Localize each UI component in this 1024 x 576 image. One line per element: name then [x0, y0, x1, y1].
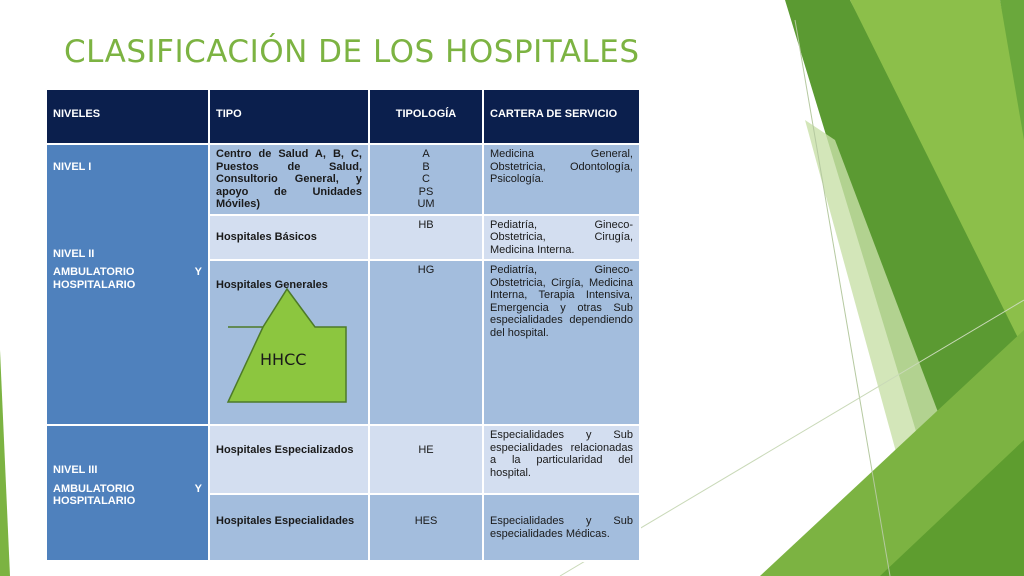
tipologia-value: A: [422, 148, 430, 160]
tipologia-cell: HB: [369, 215, 483, 261]
tipo-cell: Centro de Salud A, B, C, Puestos de Salud, Consultorio General, y apoyo de Unidades Móviles): [209, 144, 369, 215]
table-row: [46, 144, 640, 215]
hhcc-callout-arrow: [225, 287, 349, 405]
cartera-cell: [483, 494, 640, 561]
tipologia-cell: [369, 144, 483, 215]
tipo-text: Hospitales Generales: [216, 279, 328, 291]
tipologia-value: HES: [414, 515, 438, 527]
tipologia-value: UM: [417, 198, 435, 210]
nivel-iii-label: NIVEL III: [53, 464, 98, 476]
table-row: [46, 425, 640, 494]
nivel-i-label: NIVEL I: [53, 161, 92, 173]
nivel-ii-sub-label: AMBULATORIO Y HOSPITALARIO: [53, 266, 202, 291]
slide-title: CLASIFICACIÓN DE LOS HOSPITALES: [64, 34, 640, 70]
tipo-cell: [209, 425, 369, 494]
cartera-cell: Pediatría, Gineco-Obstetricia, Cirugía, Medicina Interna.: [483, 215, 640, 261]
tipo-text: Hospitales Especializados: [216, 444, 354, 456]
nivel-iii-cell: [46, 425, 209, 561]
header-tipologia: TIPOLOGÍA: [369, 89, 483, 144]
cartera-cell: Pediatría, Gineco-Obstetricia, Cirgía, Medicina Interna, Terapia Intensiva, Emergencia y otras Sub especialidades dependiendo del hospital.: [483, 260, 640, 425]
nivel-i-ii-cell: [46, 144, 209, 425]
hhcc-label: HHCC: [260, 350, 307, 369]
table-header-row: [46, 89, 640, 144]
nivel-iii-sub-label: AMBULATORIO Y HOSPITALARIO: [53, 482, 202, 507]
tipologia-value: B: [422, 160, 430, 173]
tipo-text: Hospitales Especialidades: [216, 515, 355, 527]
nivel-ii-label: NIVEL II: [53, 247, 95, 260]
cartera-text: Especialidades y Sub especialidades Médicas.: [490, 515, 633, 540]
tipo-cell: [209, 494, 369, 561]
cartera-cell: Especialidades y Sub especialidades relacionadas a la particularidad del hospital.: [483, 425, 640, 494]
tipologia-cell: [369, 425, 483, 494]
deco-shape: [0, 350, 10, 576]
tipologia-cell: HG: [369, 260, 483, 425]
tipo-text: Hospitales Básicos: [216, 231, 317, 243]
header-niveles: NIVELES: [46, 89, 209, 144]
header-cartera: CARTERA DE SERVICIO: [483, 89, 640, 144]
tipo-cell: [209, 215, 369, 261]
tipologia-value: C: [422, 173, 430, 185]
cartera-cell: Medicina General, Obstetricia, Odontología, Psicología.: [483, 144, 640, 215]
tipologia-value: PS: [418, 185, 434, 198]
header-tipo: TIPO: [209, 89, 369, 144]
tipologia-value: HE: [418, 444, 434, 456]
tipologia-cell: [369, 494, 483, 561]
